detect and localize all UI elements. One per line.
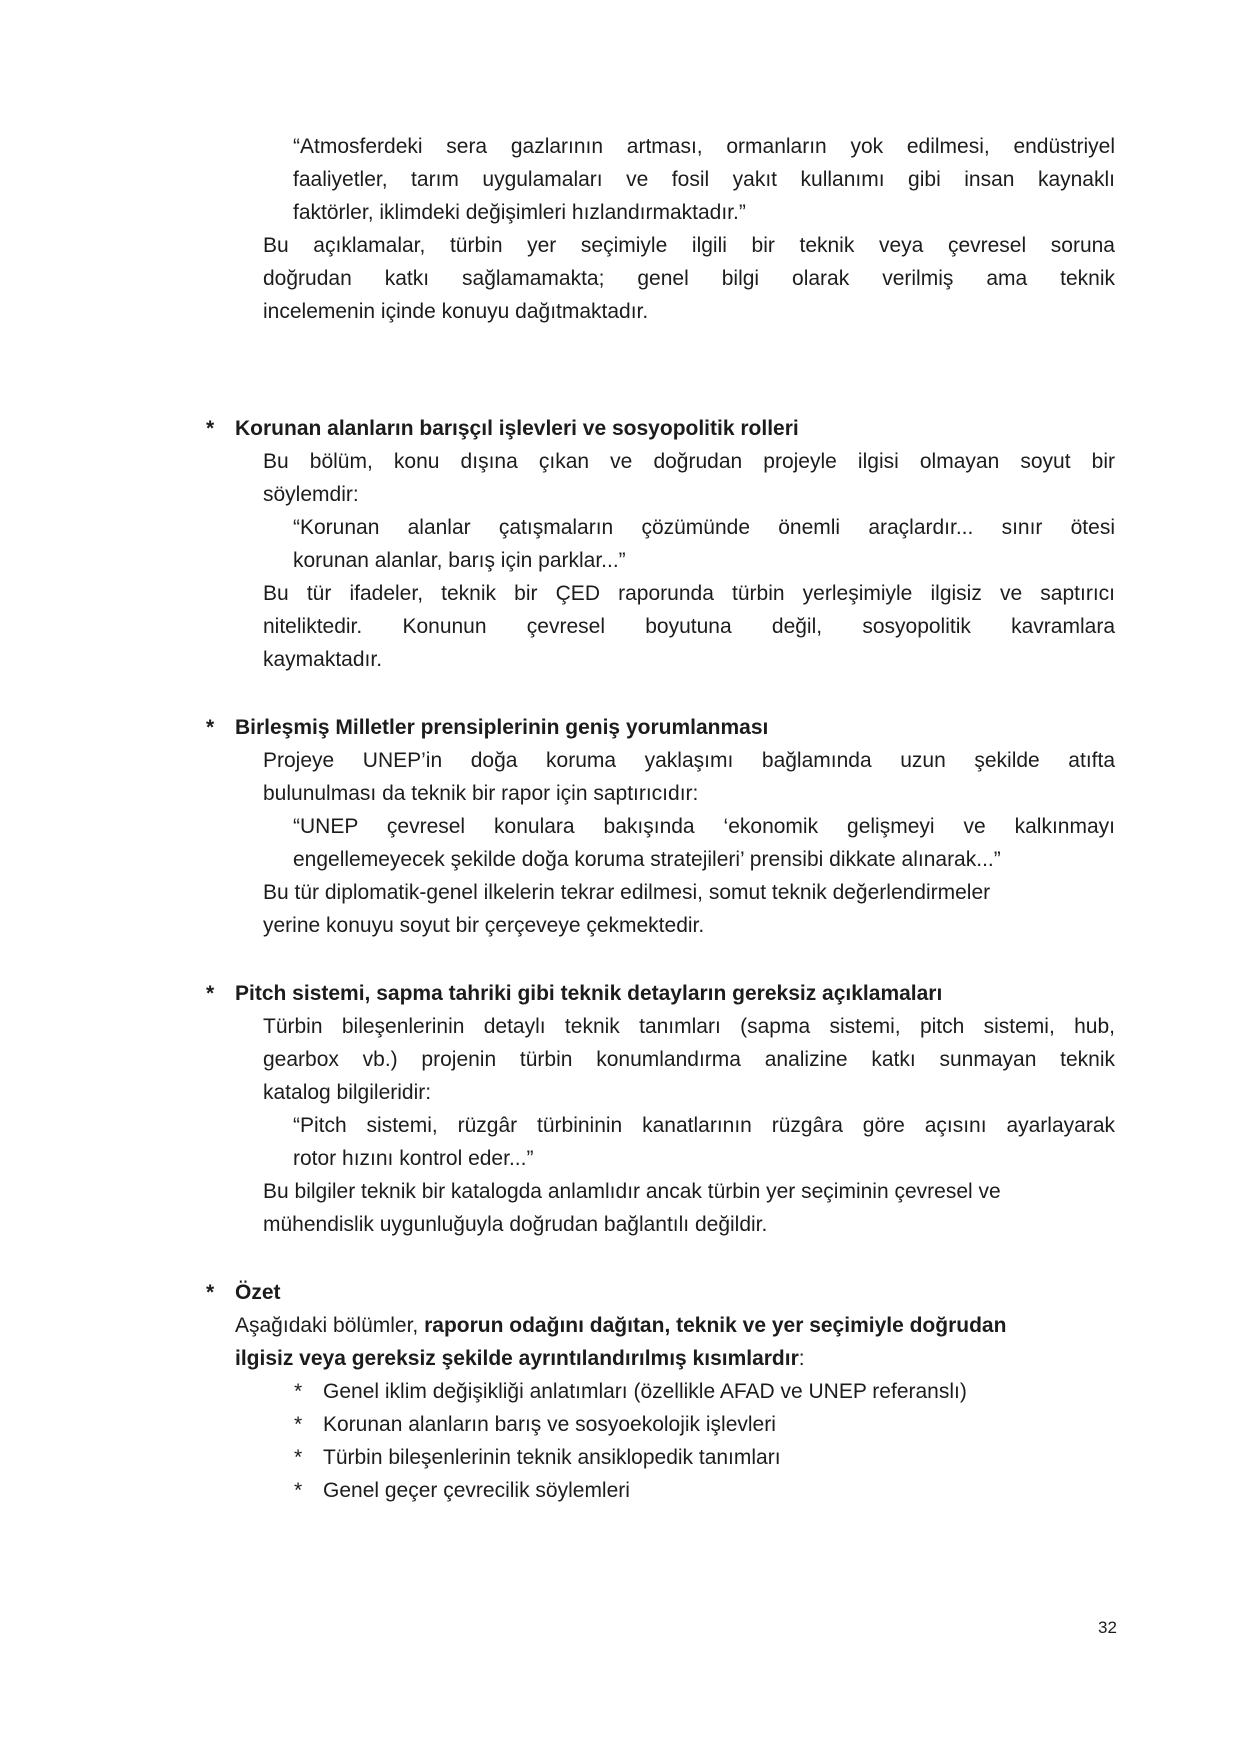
summary-emphasis: ilgisiz veya gereksiz şekilde ayrıntılandırılmış kısımlardır <box>235 1347 799 1370</box>
bullet-marker: * <box>206 716 215 739</box>
list-bullet: * <box>294 1479 303 1502</box>
body-line: söylemdir: <box>263 483 359 506</box>
comment-line: yerine konuyu soyut bir çerçeveye çekmektedir. <box>263 914 705 937</box>
comment-line: doğrudan katkı sağlamamakta; genel bilgi olarak verilmiş ama teknik <box>263 267 1115 290</box>
list-item: Korunan alanların barış ve sosyoekolojik işlevleri <box>323 1413 776 1436</box>
list-item: Genel geçer çevrecilik söylemleri <box>323 1479 630 1502</box>
comment-line: incelemenin içinde konuyu dağıtmaktadır. <box>263 300 649 323</box>
section-heading: Korunan alanların barışçıl işlevleri ve sosyopolitik rolleri <box>235 417 799 440</box>
quote-line: engellemeyecek şekilde doğa koruma stratejileri’ prensibi dikkate alınarak...” <box>293 848 1001 871</box>
comment-line: Bu tür diplomatik-genel ilkelerin tekrar edilmesi, somut teknik değerlendirmeler <box>263 881 991 904</box>
body-line: katalog bilgileridir: <box>263 1081 432 1104</box>
summary-emphasis: raporun odağını dağıtan, teknik ve yer seçimiyle doğrudan <box>424 1314 1007 1337</box>
body-line: Bu bölüm, konu dışına çıkan ve doğrudan projeyle ilgisi olmayan soyut bir <box>263 450 1115 473</box>
bullet-marker: * <box>206 417 215 440</box>
summary-text: Aşağıdaki bölümler, <box>235 1314 425 1337</box>
body-line: Projeye UNEP’in doğa koruma yaklaşımı bağlamında uzun şekilde atıfta <box>263 749 1115 772</box>
comment-line: Bu bilgiler teknik bir katalogda anlamlıdır ancak türbin yer seçiminin çevresel ve <box>263 1180 1001 1203</box>
list-item: Türbin bileşenlerinin teknik ansiklopedik tanımları <box>323 1446 781 1469</box>
quote-line: “UNEP çevresel konulara bakışında ‘ekonomik gelişmeyi ve kalkınmayı <box>293 815 1115 838</box>
page-number: 32 <box>1098 1618 1117 1637</box>
list-item: Genel iklim değişikliği anlatımları (özellikle AFAD ve UNEP referanslı) <box>323 1380 967 1403</box>
body-line: gearbox vb.) projenin türbin konumlandırma analizine katkı sunmayan teknik <box>263 1048 1115 1071</box>
quote-line: rotor hızını kontrol eder...” <box>293 1147 534 1170</box>
quote-line: korunan alanlar, barış için parklar...” <box>293 549 626 572</box>
summary-line <box>235 1309 1115 1342</box>
list-bullet: * <box>294 1446 303 1469</box>
section-heading: Pitch sistemi, sapma tahriki gibi teknik detayların gereksiz açıklamaları <box>235 982 943 1005</box>
quote-line: “Atmosferdeki sera gazlarının artması, ormanların yok edilmesi, endüstriyel <box>293 135 1115 158</box>
summary-text: : <box>798 1347 805 1370</box>
body-line: bulunulması da teknik bir rapor için saptırıcıdır: <box>263 782 699 805</box>
quote-line: faaliyetler, tarım uygulamaları ve fosil yakıt kullanımı gibi insan kaynaklı <box>293 168 1115 191</box>
bullet-marker: * <box>206 982 215 1005</box>
summary-line <box>235 1342 805 1375</box>
quote-line: faktörler, iklimdeki değişimleri hızlandırmaktadır.” <box>293 201 746 224</box>
comment-line: kaymaktadır. <box>263 648 383 671</box>
comment-line: mühendislik uygunluğuyla doğrudan bağlantılı değildir. <box>263 1213 768 1236</box>
bullet-marker: * <box>206 1281 215 1304</box>
comment-line: niteliktedir. Konunun çevresel boyutuna değil, sosyopolitik kavramlara <box>263 615 1115 638</box>
quote-line: “Pitch sistemi, rüzgâr türbininin kanatlarının rüzgâra göre açısını ayarlayarak <box>293 1114 1115 1137</box>
comment-line: Bu açıklamalar, türbin yer seçimiyle ilgili bir teknik veya çevresel soruna <box>263 234 1115 257</box>
list-bullet: * <box>294 1413 303 1436</box>
section-heading: Özet <box>235 1281 281 1304</box>
list-bullet: * <box>294 1380 303 1403</box>
quote-line: “Korunan alanlar çatışmaların çözümünde önemli araçlardır... sınır ötesi <box>293 516 1115 539</box>
body-line: Türbin bileşenlerinin detaylı teknik tanımları (sapma sistemi, pitch sistemi, hub, <box>263 1015 1115 1038</box>
comment-line: Bu tür ifadeler, teknik bir ÇED raporunda türbin yerleşimiyle ilgisiz ve saptırıcı <box>263 582 1115 605</box>
section-heading: Birleşmiş Milletler prensiplerinin geniş yorumlanması <box>235 716 769 739</box>
